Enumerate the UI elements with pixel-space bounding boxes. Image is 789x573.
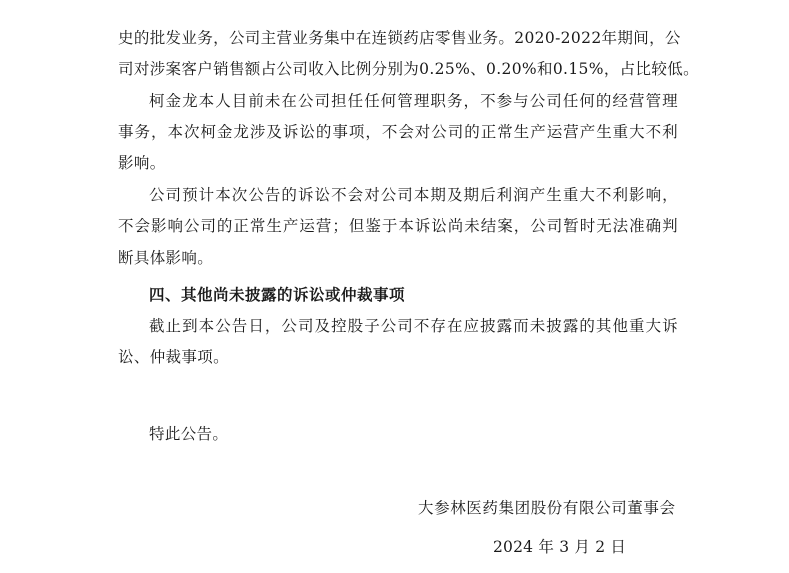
- signature-date: 2024 年 3 月 2 日: [493, 538, 627, 556]
- paragraph-impact-line-1: 公司预计本次公告的诉讼不会对公司本期及期后利润产生重大不利影响，: [149, 186, 678, 204]
- paragraph-impact-line-2: 不会影响公司的正常生产运营；但鉴于本诉讼尚未结案，公司暂时无法准确判: [118, 217, 678, 235]
- section-body-line-2: 讼、仲裁事项。: [118, 348, 229, 366]
- paragraph-role-line-2: 事务，本次柯金龙涉及诉讼的事项，不会对公司的正常生产运营产生重大不利: [118, 123, 678, 141]
- paragraph-impact-line-3: 断具体影响。: [118, 249, 214, 267]
- paragraph-business-line-2: 司对涉案客户销售额占公司收入比例分别为0.25%、0.20%和0.15%，占比较低。: [118, 60, 699, 78]
- paragraph-role-line-1: 柯金龙本人目前未在公司担任任何管理职务，不参与公司任何的经营管理: [149, 92, 678, 110]
- section-heading: 四、其他尚未披露的诉讼或仲裁事项: [149, 286, 406, 304]
- paragraph-business-line-1: 史的批发业务，公司主营业务集中在连锁药店零售业务。2020-2022年期间，公: [118, 29, 681, 47]
- section-body-line-1: 截止到本公告日，公司及控股子公司不存在应披露而未披露的其他重大诉: [149, 317, 678, 335]
- signature-company: 大参林医药集团股份有限公司董事会: [418, 499, 676, 517]
- paragraph-role-line-3: 影响。: [118, 154, 166, 172]
- closing-statement: 特此公告。: [149, 425, 229, 443]
